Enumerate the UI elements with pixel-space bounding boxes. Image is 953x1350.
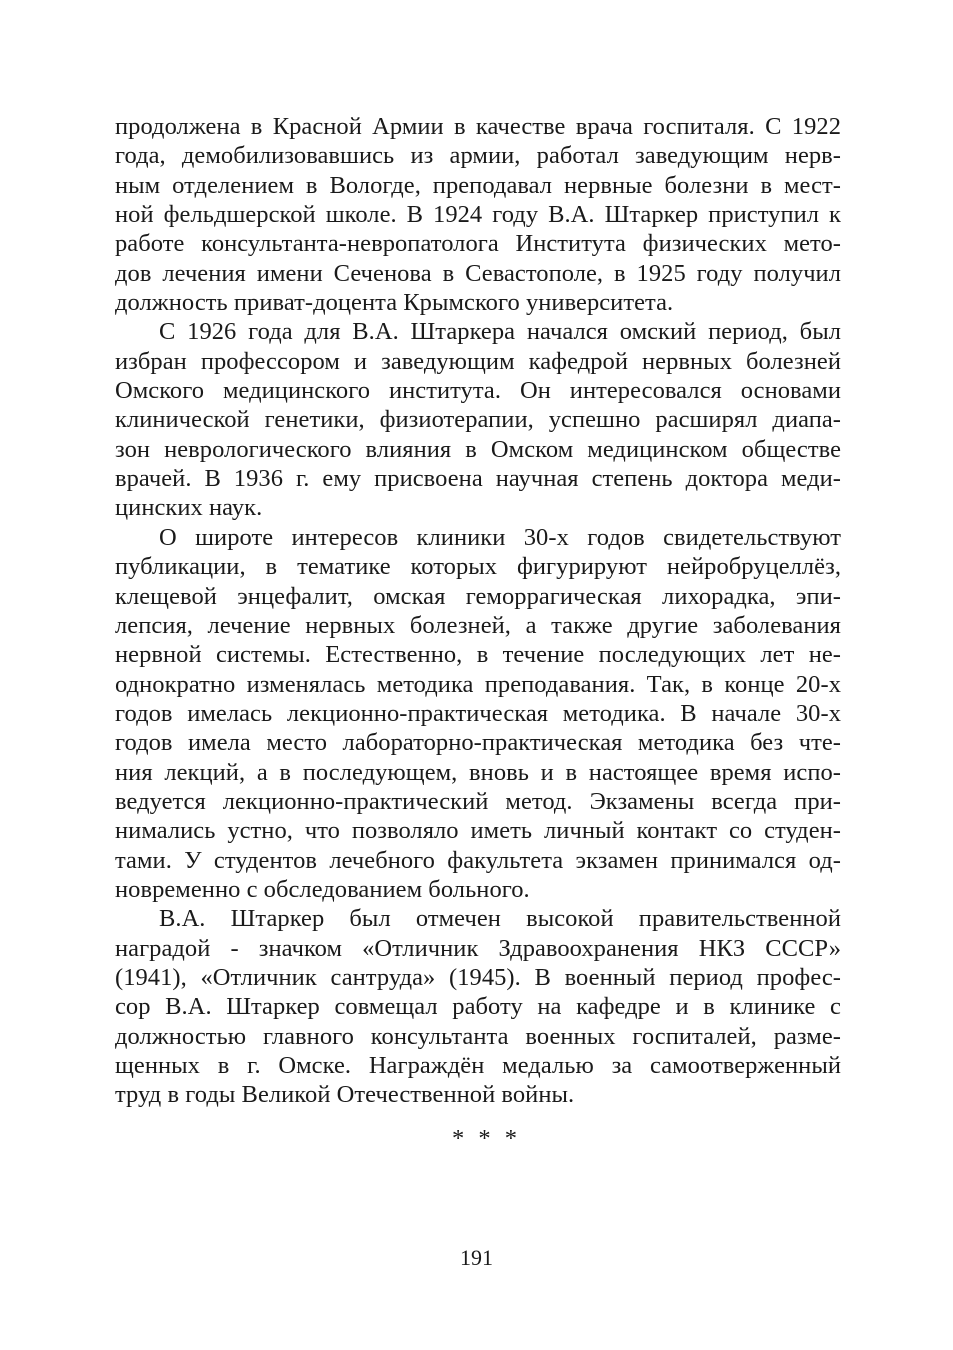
body-text — [115, 112, 841, 1110]
text-line: (1941), «Отличник сантруда» (1945). В военный период профес- — [115, 963, 841, 991]
section-separator: * * * — [452, 1125, 521, 1152]
text-line: щенных в г. Омске. Награждён медалью за самоотверженный — [115, 1052, 841, 1079]
text-line: лепсия, лечение нервных болезней, а также другие заболевания — [115, 611, 841, 639]
paragraph — [115, 523, 841, 904]
text-line: В.А. Штаркер был отмечен высокой правительственной — [159, 905, 841, 933]
text-line: тами. У студентов лечебного факультета экзамен принимался од- — [115, 846, 841, 874]
paragraph — [115, 112, 841, 317]
text-line: публикации, в тематике которых фигурируют нейробруцеллёз, — [115, 553, 841, 581]
text-line: должностью главного консультанта военных госпиталей, разме- — [115, 1022, 841, 1050]
text-line: сор В.А. Штаркер совмещал работу на кафедре и в клинике с — [115, 993, 841, 1021]
text-line: продолжена в Красной Армии в качестве врача госпиталя. С 1922 — [115, 113, 841, 140]
page-number: 191 — [460, 1245, 493, 1270]
text-line: года, демобилизовавшись из армии, работал заведующим нерв- — [115, 142, 841, 170]
text-line: годов имелась лекционно-практическая методика. В начале 30-х — [115, 699, 841, 727]
text-line: однократно изменялась методика преподавания. Так, в конце 20-х — [115, 670, 841, 698]
paragraph — [115, 904, 841, 1109]
text-line: Омского медицинского института. Он интересовался основами — [115, 377, 841, 405]
text-line: избран профессором и заведующим кафедрой нервных болезней — [115, 347, 841, 375]
text-line: нимались устно, что позволяло иметь личный контакт со студен- — [115, 817, 841, 845]
text-line: цинских наук. — [115, 494, 263, 522]
text-line: зон неврологического влияния в Омском медицинском обществе — [115, 435, 841, 463]
text-line: должность приват-доцента Крымского университета. — [115, 289, 674, 317]
text-line: новременно с обследованием больного. — [115, 875, 530, 903]
text-line: ным отделением в Вологде, преподавал нервные болезни в мест- — [115, 171, 841, 199]
text-line: нервной системы. Естественно, в течение последующих лет не- — [115, 641, 841, 669]
text-line: наградой - значком «Отличник Здравоохранения НКЗ СССР» — [115, 934, 841, 962]
text-line: клинической генетики, физиотерапии, успешно расширял диапа- — [115, 406, 841, 434]
text-line: работе консультанта-невропатолога Института физических мето- — [115, 230, 841, 258]
text-line: ведуется лекционно-практический метод. Экзамены всегда при- — [115, 787, 841, 815]
text-line: ния лекций, а в последующем, вновь и в настоящее время испо- — [115, 758, 841, 786]
paragraph — [115, 317, 841, 522]
text-line: труд в годы Великой Отечественной войны. — [115, 1081, 575, 1109]
text-line: дов лечения имени Сеченова в Севастополе, в 1925 году получил — [115, 259, 841, 287]
text-line: ной фельдшерской школе. В 1924 году В.А. Штаркер приступил к — [115, 201, 841, 229]
text-line: О широте интересов клиники 30-х годов свидетельствуют — [159, 523, 841, 551]
text-line: врачей. В 1936 г. ему присвоена научная степень доктора меди- — [115, 465, 841, 493]
text-line: клещевой энцефалит, омская геморрагическая лихорадка, эпи- — [115, 582, 841, 610]
text-line: годов имела место лабораторно-практическая методика без чте- — [115, 729, 841, 757]
text-line: С 1926 года для В.А. Штаркера начался омский период, был — [159, 318, 841, 346]
